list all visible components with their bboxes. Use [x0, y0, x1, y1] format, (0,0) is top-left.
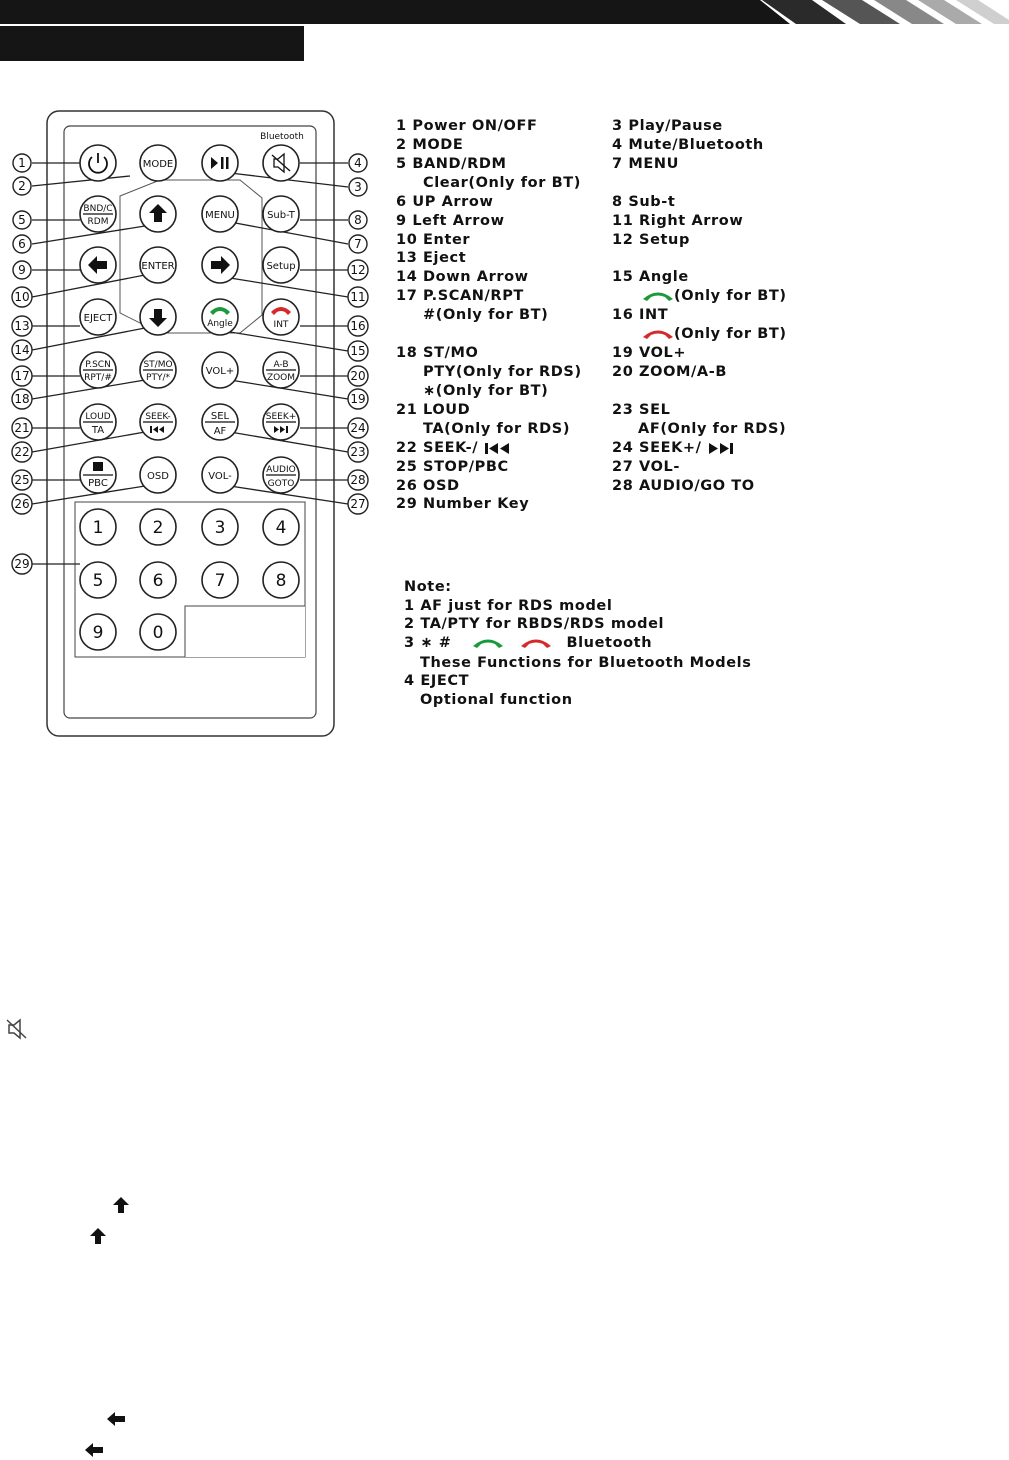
svg-text:15: 15: [350, 344, 366, 358]
loud-label-top: LOUD: [85, 412, 111, 422]
note-section: [404, 578, 804, 718]
up-arrow-icon: [89, 1227, 107, 1245]
legend-item-9: 9 Left Arrow: [396, 213, 505, 229]
svg-text:25: 25: [14, 473, 30, 487]
legend-item-17-sub: #(Only for BT): [423, 307, 549, 323]
legend-item-27: 27 VOL-: [612, 459, 680, 475]
svg-text:9: 9: [18, 263, 26, 277]
legend-item-7: 7 MENU: [612, 156, 679, 172]
svg-text:2: 2: [152, 518, 164, 538]
svg-text:8: 8: [354, 213, 362, 227]
ta-label-bottom: TA: [91, 425, 105, 436]
pbc-label: PBC: [88, 478, 108, 489]
mute-icon: [4, 1016, 30, 1042]
note-item-4-sub: Optional function: [420, 692, 573, 708]
st-mo-label-bottom: PTY/*: [146, 373, 170, 383]
svg-text:0: 0: [152, 623, 164, 643]
svg-text:13: 13: [14, 319, 30, 333]
legend-item-17: 17 P.SCAN/RPT: [396, 288, 524, 304]
svg-text:5: 5: [18, 213, 26, 227]
sub-t-label: Sub-T: [267, 210, 295, 221]
legend-item-29: 29 Number Key: [396, 496, 530, 512]
svg-text:1: 1: [92, 518, 104, 538]
vol-plus-label: VOL+: [205, 366, 235, 377]
svg-text:21: 21: [14, 421, 30, 435]
zoom-label-bottom: ZOOM: [266, 373, 296, 383]
pscan-label-top: P.SCN: [85, 360, 111, 370]
legend-item-18: 18 ST/MO: [396, 345, 479, 361]
sel-label-top: SEL: [210, 411, 230, 422]
phone-red-icon: [642, 328, 674, 340]
legend-item-8: 8 Sub-t: [612, 194, 676, 210]
legend-item-2: 2 MODE: [396, 137, 464, 153]
legend-item-15-sub: (Only for BT): [642, 287, 787, 305]
note-item-1: 1 AF just for RDS model: [404, 598, 613, 614]
svg-text:22: 22: [14, 445, 30, 459]
legend-item-5-sub: Clear(Only for BT): [423, 175, 581, 191]
legend-item-11: 11 Right Arrow: [612, 213, 744, 229]
svg-text:16: 16: [350, 319, 366, 333]
svg-text:6: 6: [18, 237, 26, 251]
svg-text:12: 12: [350, 263, 366, 277]
svg-text:20: 20: [350, 369, 366, 383]
legend-item-14: 14 Down Arrow: [396, 269, 529, 285]
title-block: [0, 26, 304, 61]
svg-text:9: 9: [92, 623, 104, 643]
af-label-bottom: AF: [213, 426, 227, 437]
angle-button[interactable]: [202, 299, 238, 335]
button-legend: [396, 117, 796, 517]
note-item-3: 3 ∗ # Bluetooth: [404, 635, 653, 651]
legend-item-16-sub: (Only for BT): [642, 325, 787, 343]
menu-label: MENU: [205, 210, 235, 221]
svg-text:14: 14: [14, 343, 30, 357]
next-track-icon: [707, 442, 735, 455]
svg-text:23: 23: [350, 445, 366, 459]
vol-minus-label: VOL-: [208, 471, 232, 482]
legend-item-6: 6 UP Arrow: [396, 194, 494, 210]
mode-label: MODE: [142, 159, 174, 170]
phone-green-icon: [642, 290, 674, 302]
svg-text:1: 1: [18, 156, 26, 170]
legend-item-23: 23 SEL: [612, 402, 671, 418]
bluetooth-label: Bluetooth: [260, 132, 304, 142]
svg-text:4: 4: [275, 518, 287, 538]
legend-item-1: 1 Power ON/OFF: [396, 118, 538, 134]
audio-label-top: AUDIO: [266, 465, 296, 475]
left-arrow-icon: [106, 1411, 126, 1427]
band-label-top: BND/C: [83, 204, 113, 214]
play-pause-button[interactable]: [202, 145, 238, 181]
svg-text:26: 26: [14, 497, 30, 511]
legend-item-21: 21 LOUD: [396, 402, 471, 418]
svg-text:27: 27: [350, 497, 366, 511]
legend-item-26: 26 OSD: [396, 478, 460, 494]
note-item-3-sub: These Functions for Bluetooth Models: [420, 655, 752, 671]
up-arrow-icon: [112, 1196, 130, 1214]
legend-item-28: 28 AUDIO/GO TO: [612, 478, 755, 494]
prev-track-icon: [484, 442, 512, 455]
svg-text:7: 7: [214, 571, 226, 591]
note-title: Note:: [404, 579, 452, 595]
svg-text:29: 29: [14, 557, 30, 571]
legend-item-25: 25 STOP/PBC: [396, 459, 509, 475]
svg-text:18: 18: [14, 392, 30, 406]
legend-item-3: 3 Play/Pause: [612, 118, 723, 134]
legend-item-13: 13 Eject: [396, 250, 467, 266]
legend-item-12: 12 Setup: [612, 232, 690, 248]
note-item-4: 4 EJECT: [404, 673, 470, 689]
band-label-bottom: RDM: [87, 217, 109, 227]
legend-item-15: 15 Angle: [612, 269, 689, 285]
svg-text:17: 17: [14, 369, 30, 383]
ab-label-top: A-B: [273, 360, 289, 370]
angle-label: Angle: [207, 319, 233, 329]
svg-text:2: 2: [18, 179, 26, 193]
pscan-label-bottom: RPT/#: [84, 373, 112, 383]
legend-item-23-sub: AF(Only for RDS): [638, 421, 787, 437]
seek-plus-label: SEEK+: [265, 412, 297, 422]
phone-red-icon: [519, 637, 553, 649]
legend-item-21-sub: TA(Only for RDS): [423, 421, 571, 437]
eject-label: EJECT: [83, 313, 113, 324]
svg-text:10: 10: [14, 290, 30, 304]
int-label: INT: [273, 320, 289, 330]
stop-icon: [93, 462, 103, 471]
legend-item-24: 24 SEEK+/: [612, 439, 735, 457]
remote-diagram: [0, 100, 385, 750]
setup-label: Setup: [266, 261, 296, 272]
seek-minus-label: SEEK-: [145, 412, 171, 422]
note-item-2: 2 TA/PTY for RBDS/RDS model: [404, 616, 665, 632]
left-arrow-icon: [84, 1442, 104, 1458]
legend-item-18-sub: PTY(Only for RDS): [423, 364, 582, 380]
legend-item-19: 19 VOL+: [612, 345, 687, 361]
svg-text:28: 28: [350, 473, 366, 487]
legend-item-22: 22 SEEK-/: [396, 439, 512, 457]
svg-text:19: 19: [350, 392, 366, 406]
legend-item-16: 16 INT: [612, 307, 669, 323]
osd-label: OSD: [147, 471, 169, 482]
legend-item-18-sub2: ∗(Only for BT): [423, 383, 549, 399]
svg-text:3: 3: [354, 180, 362, 194]
goto-label-bottom: GOTO: [267, 479, 295, 489]
svg-text:6: 6: [152, 571, 164, 591]
svg-text:3: 3: [214, 518, 226, 538]
svg-text:11: 11: [350, 290, 366, 304]
svg-text:5: 5: [92, 571, 104, 591]
legend-item-5: 5 BAND/RDM: [396, 156, 507, 172]
legend-item-20: 20 ZOOM/A-B: [612, 364, 728, 380]
enter-label: ENTER: [141, 261, 175, 272]
st-mo-label-top: ST/MO: [143, 360, 173, 370]
legend-item-10: 10 Enter: [396, 232, 471, 248]
header-bar: [0, 0, 1009, 26]
svg-text:24: 24: [350, 421, 366, 435]
svg-text:7: 7: [354, 237, 362, 251]
legend-item-4: 4 Mute/Bluetooth: [612, 137, 764, 153]
svg-text:8: 8: [275, 571, 287, 591]
phone-green-icon: [471, 637, 505, 649]
svg-text:4: 4: [354, 156, 362, 170]
